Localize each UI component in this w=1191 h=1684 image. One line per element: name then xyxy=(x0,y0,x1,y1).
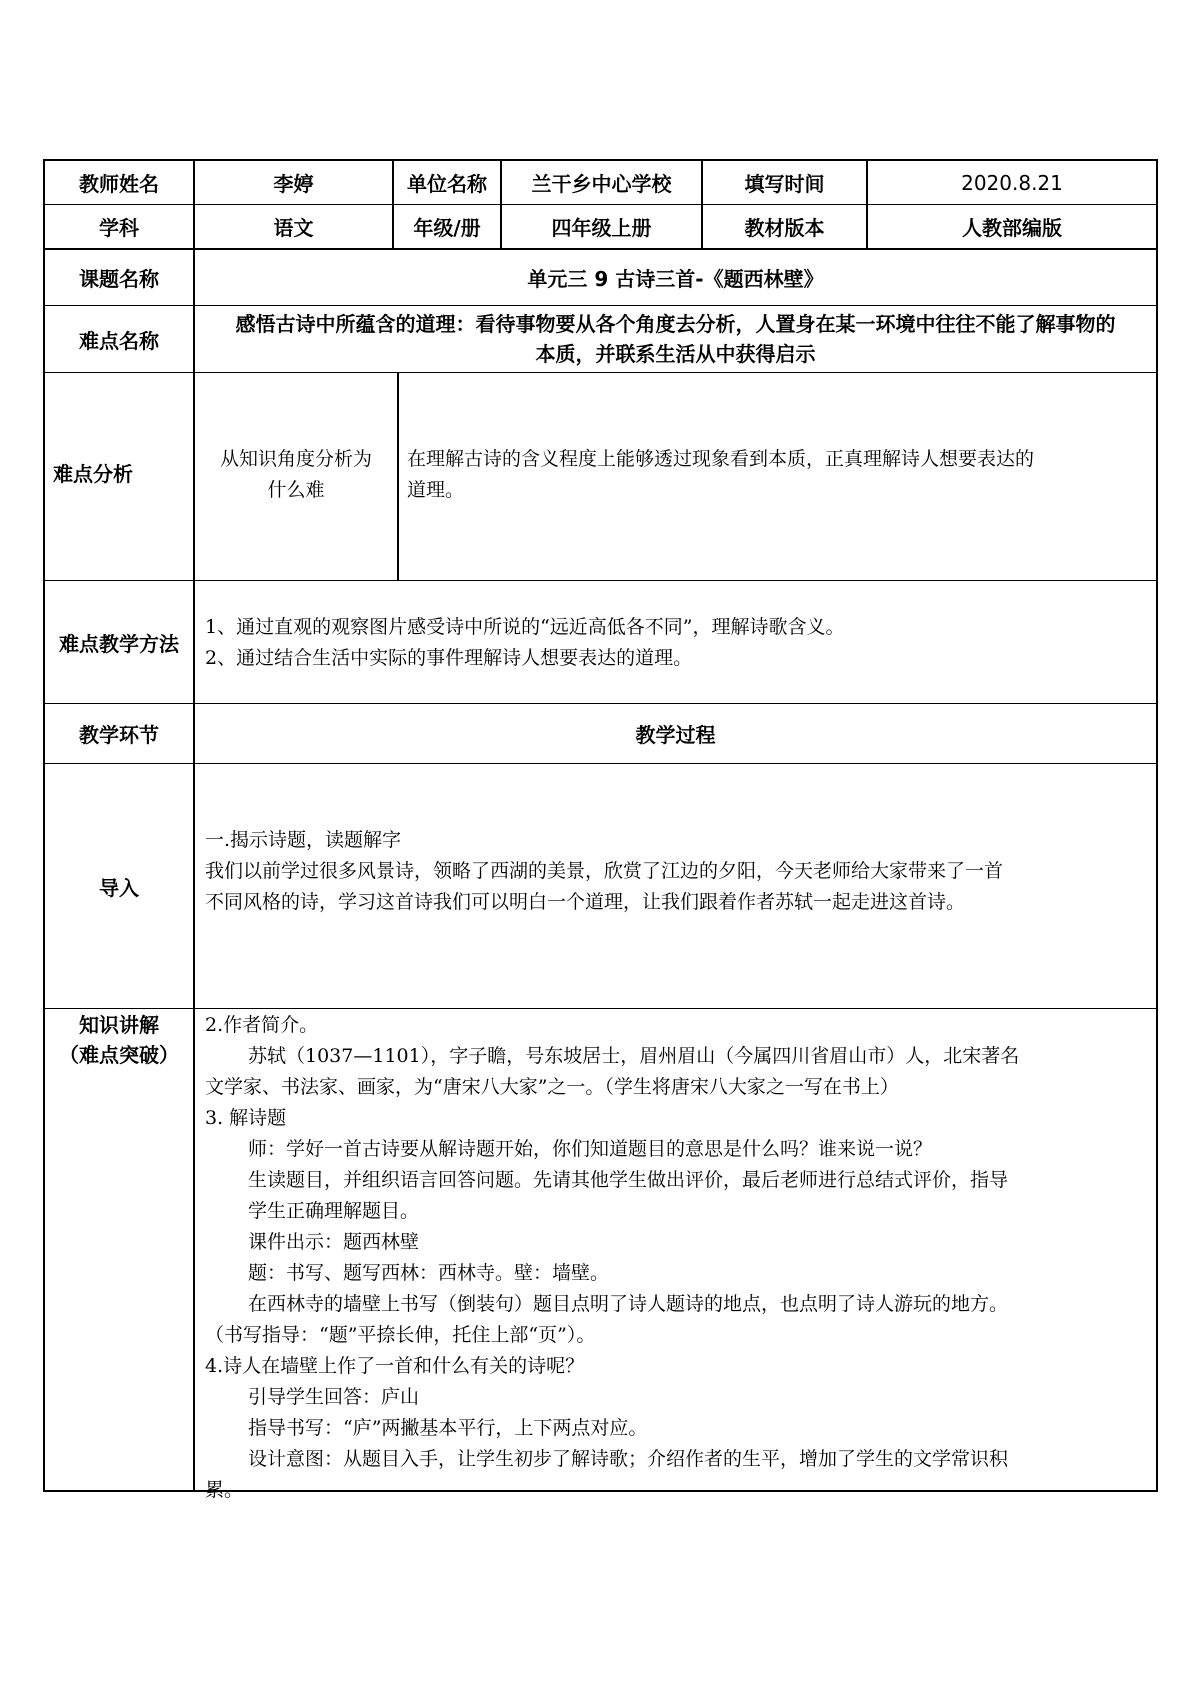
analysis-line-1: 在理解古诗的含义程度上能够透过现象看到本质，正真理解诗人想要表达的 xyxy=(407,448,1035,470)
intro-content xyxy=(205,825,1153,918)
grade-value: 四年级上册 xyxy=(551,216,652,240)
method-label: 难点教学方法 xyxy=(59,632,179,656)
knowledge-line: 3. 解诗题 xyxy=(205,1107,287,1129)
knowledge-line: 生读题目，并组织语言回答问题。先请其他学生做出评价，最后老师进行总结式评价，指导 xyxy=(248,1169,1009,1191)
knowledge-line: 累。 xyxy=(205,1479,244,1501)
knowledge-label-line-1: 知识讲解 xyxy=(79,1013,159,1037)
knowledge-line: （书写指导：“题”平捺长伸，托住上部“页”）。 xyxy=(205,1324,596,1346)
teacher-name-value: 李婷 xyxy=(273,172,314,196)
method-line-1: 1、通过直观的观察图片感受诗中所说的“远近高低各不同”，理解诗歌含义。 xyxy=(205,616,845,638)
knowledge-line: 2.作者简介。 xyxy=(205,1014,319,1036)
knowledge-label xyxy=(45,1010,193,1070)
analysis-content xyxy=(407,444,1152,506)
analysis-sub-label xyxy=(195,444,397,506)
edition-label: 教材版本 xyxy=(744,216,825,240)
stage-header: 教学环节 xyxy=(79,723,159,747)
analysis-label: 难点分析 xyxy=(53,462,133,486)
difficulty-line-1: 感悟古诗中所蕴含的道理：看待事物要从各个角度去分析，人置身在某一环境中往往不能了解事物的 xyxy=(235,312,1116,336)
method-content xyxy=(205,612,1150,674)
intro-line-3: 不同风格的诗，学习这首诗我们可以明白一个道理，让我们跟着作者苏轼一起走进这首诗。 xyxy=(205,891,966,913)
knowledge-line: 4.诗人在墙壁上作了一首和什么有关的诗呢？ xyxy=(205,1355,585,1377)
method-line-2: 2、通过结合生活中实际的事件理解诗人想要表达的道理。 xyxy=(205,647,693,669)
knowledge-line: 学生正确理解题目。 xyxy=(248,1200,420,1222)
analysis-sub-label-line-1: 从知识角度分析为 xyxy=(219,448,372,470)
analysis-line-2: 道理。 xyxy=(407,479,465,501)
grade-label: 年级/册 xyxy=(413,216,481,240)
difficulty-line-2: 本质，并联系生活从中获得启示 xyxy=(535,342,816,366)
difficulty-label: 难点名称 xyxy=(79,328,159,353)
knowledge-line: 课件出示：题西林壁 xyxy=(248,1231,420,1253)
date-label: 填写时间 xyxy=(744,172,825,196)
process-header: 教学过程 xyxy=(635,723,716,747)
knowledge-line: 文学家、书法家、画家，为“唐宋八大家”之一。（学生将唐宋八大家之一写在书上） xyxy=(205,1076,899,1098)
knowledge-label-line-2: （难点突破） xyxy=(59,1043,179,1067)
intro-line-1: 一.揭示诗题，读题解字 xyxy=(205,829,402,851)
subject-label: 学科 xyxy=(99,216,139,240)
unit-name-label: 单位名称 xyxy=(407,172,487,196)
knowledge-line: 在西林寺的墙壁上书写（倒装句）题目点明了诗人题诗的地点，也点明了诗人游玩的地方。 xyxy=(248,1293,1009,1315)
knowledge-line: 苏轼（1037—1101），字子瞻，号东坡居士，眉州眉山（今属四川省眉山市）人，北宋著名 xyxy=(248,1045,1020,1067)
topic-label: 课题名称 xyxy=(79,267,159,291)
teacher-name-label: 教师姓名 xyxy=(79,172,159,196)
edition-value: 人教部编版 xyxy=(962,216,1062,240)
knowledge-line: 指导书写：“庐”两撇基本平行，上下两点对应。 xyxy=(248,1417,648,1439)
unit-name-value: 兰干乡中心学校 xyxy=(531,172,672,196)
knowledge-line: 设计意图：从题目入手，让学生初步了解诗歌；介绍作者的生平，增加了学生的文学常识积 xyxy=(248,1448,1009,1470)
date-value: 2020.8.21 xyxy=(961,170,1063,195)
subject-value: 语文 xyxy=(273,216,314,240)
analysis-sub-label-line-2: 什么难 xyxy=(267,479,325,501)
knowledge-line: 题：书写、题写西林：西林寺。壁：墙壁。 xyxy=(248,1262,610,1284)
topic-value: 单元三 9 古诗三首-《题西林壁》 xyxy=(527,267,824,291)
intro-line-2: 我们以前学过很多风景诗，领略了西湖的美景，欣赏了江边的夕阳，今天老师给大家带来了一首 xyxy=(205,860,1004,882)
knowledge-content xyxy=(205,1010,1153,1506)
difficulty-value xyxy=(195,309,1156,371)
intro-label: 导入 xyxy=(99,875,139,900)
knowledge-line: 师：学好一首古诗要从解诗题开始，你们知道题目的意思是什么吗？谁来说一说？ xyxy=(248,1138,933,1160)
knowledge-line: 引导学生回答：庐山 xyxy=(248,1386,420,1408)
